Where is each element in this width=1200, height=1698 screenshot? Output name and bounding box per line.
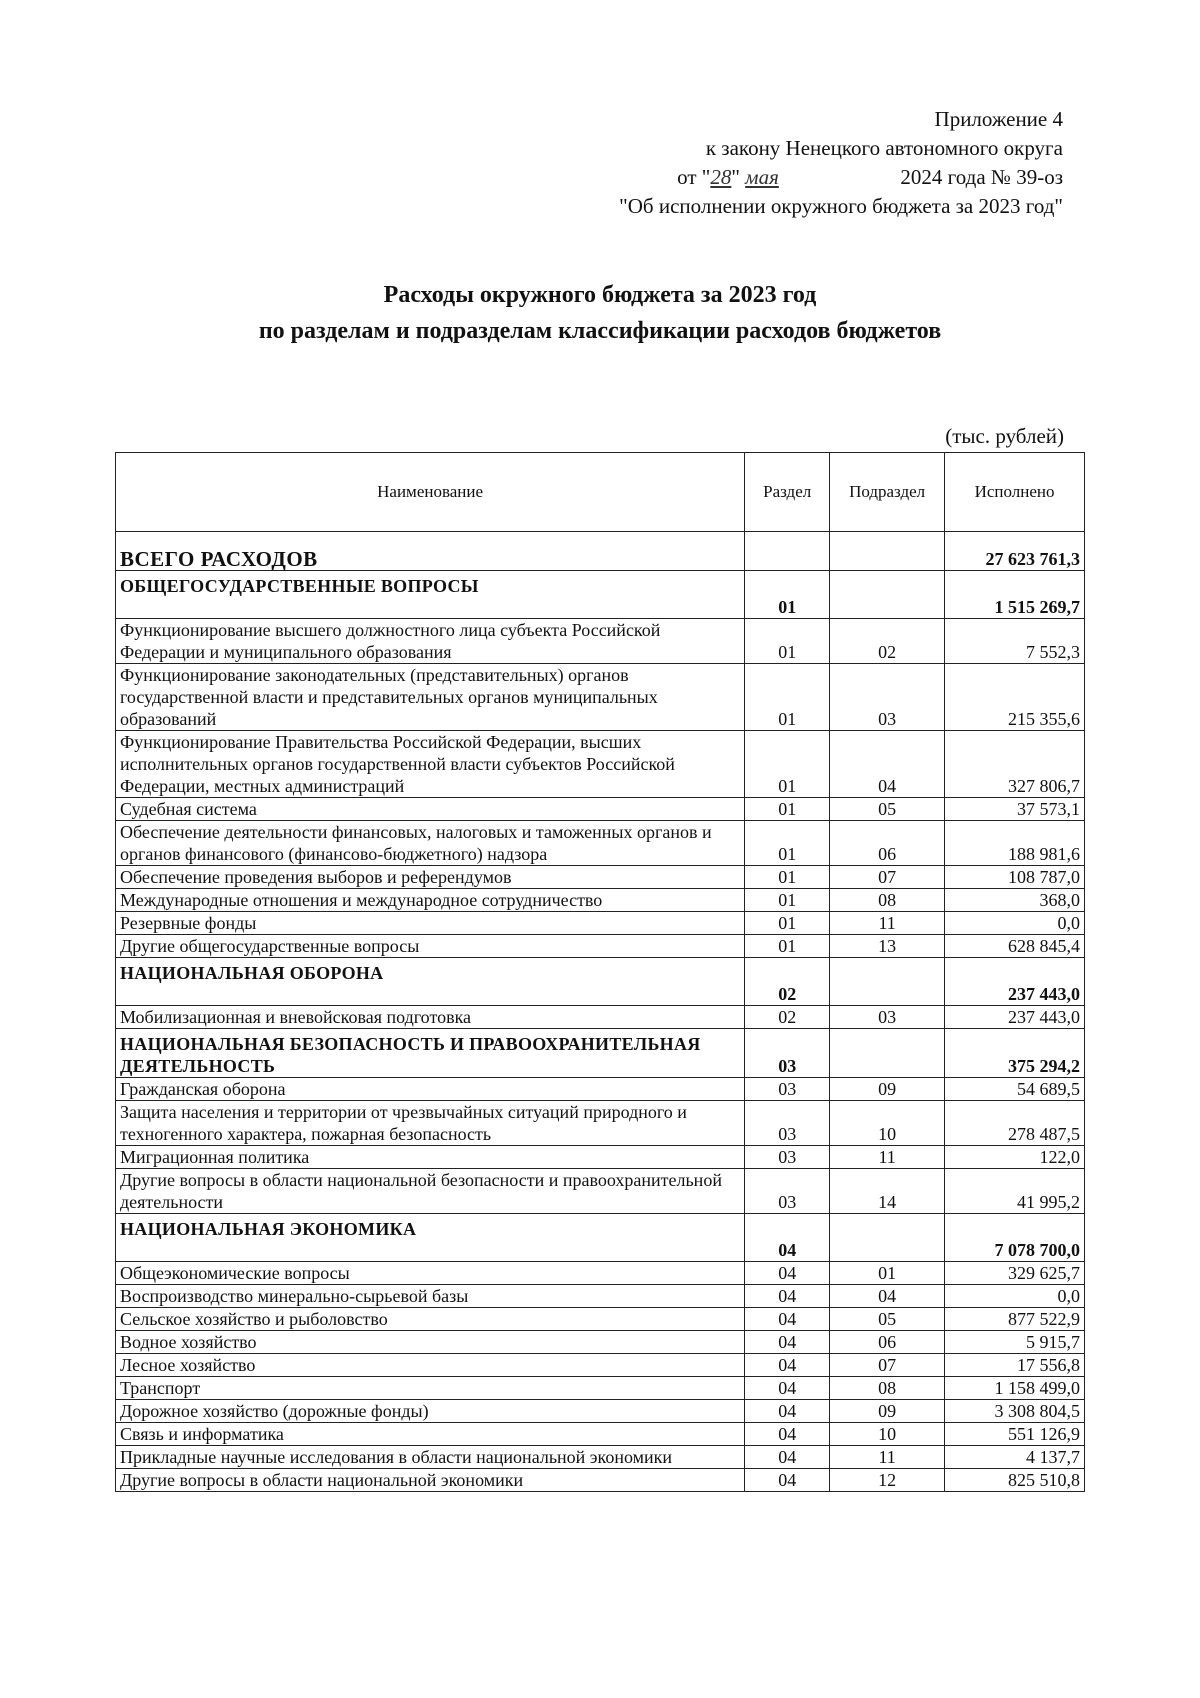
row-section: 01 <box>745 619 830 664</box>
row-amount: 0,0 <box>945 1285 1085 1308</box>
section-row <box>116 1029 1085 1078</box>
row-subsection: 10 <box>830 1423 945 1446</box>
row-name: Обеспечение проведения выборов и референдумов <box>116 866 745 889</box>
row-subsection: 05 <box>830 798 945 821</box>
row-section: 04 <box>745 1469 830 1492</box>
section-row <box>116 958 1085 1006</box>
row-section: 03 <box>745 1101 830 1146</box>
row-name: Функционирование Правительства Российской Федерации, высших исполнительных органов государственной власти субъектов Российской Федерации, местных администраций <box>116 731 745 798</box>
row-name: Другие вопросы в области национальной экономики <box>116 1469 745 1492</box>
row-name: Резервные фонды <box>116 912 745 935</box>
law-reference: к закону Ненецкого автономного округа <box>705 136 1063 160</box>
row-subsection: 08 <box>830 889 945 912</box>
row-name: Другие общегосударственные вопросы <box>116 935 745 958</box>
units-label: (тыс. рублей) <box>945 424 1064 448</box>
table-row <box>116 1354 1085 1377</box>
row-subsection: 11 <box>830 1146 945 1169</box>
table-row <box>116 1146 1085 1169</box>
row-subsection: 05 <box>830 1308 945 1331</box>
row-name: Гражданская оборона <box>116 1078 745 1101</box>
row-subsection: 08 <box>830 1377 945 1400</box>
row-section: 04 <box>745 1400 830 1423</box>
column-header-subsection: Подраздел <box>830 453 945 532</box>
row-name: НАЦИОНАЛЬНАЯ ОБОРОНА <box>116 958 745 1006</box>
handwritten-month: мая <box>745 165 779 189</box>
row-amount: 628 845,4 <box>945 935 1085 958</box>
row-name: Судебная система <box>116 798 745 821</box>
table-row <box>116 1169 1085 1214</box>
table-row <box>116 1101 1085 1146</box>
row-amount: 27 623 761,3 <box>945 532 1085 571</box>
row-section: 02 <box>745 958 830 1006</box>
row-name: Мобилизационная и вневойсковая подготовка <box>116 1006 745 1029</box>
row-section: 03 <box>745 1169 830 1214</box>
row-section: 04 <box>745 1214 830 1262</box>
row-subsection: 10 <box>830 1101 945 1146</box>
row-section: 01 <box>745 866 830 889</box>
row-subsection: 09 <box>830 1078 945 1101</box>
row-section: 04 <box>745 1285 830 1308</box>
table-row <box>116 889 1085 912</box>
row-amount: 1 515 269,7 <box>945 571 1085 619</box>
row-amount: 3 308 804,5 <box>945 1400 1085 1423</box>
title-line-1: Расходы окружного бюджета за 2023 год <box>383 282 817 308</box>
row-subsection: 02 <box>830 619 945 664</box>
row-subsection <box>830 1214 945 1262</box>
row-amount: 375 294,2 <box>945 1029 1085 1078</box>
table-row <box>116 912 1085 935</box>
row-name: Обеспечение деятельности финансовых, налоговых и таможенных органов и органов финансового (финансово-бюджетного) надзора <box>116 821 745 866</box>
row-subsection: 07 <box>830 1354 945 1377</box>
table-row <box>116 866 1085 889</box>
row-section: 03 <box>745 1078 830 1101</box>
row-name: Связь и информатика <box>116 1423 745 1446</box>
row-subsection <box>830 532 945 571</box>
row-subsection: 11 <box>830 912 945 935</box>
row-amount: 108 787,0 <box>945 866 1085 889</box>
table-row <box>116 1006 1085 1029</box>
table-row <box>116 1377 1085 1400</box>
row-amount: 877 522,9 <box>945 1308 1085 1331</box>
row-subsection: 09 <box>830 1400 945 1423</box>
row-subsection <box>830 571 945 619</box>
row-section: 04 <box>745 1377 830 1400</box>
table-row <box>116 1308 1085 1331</box>
document-header <box>619 105 1063 221</box>
table-row <box>116 798 1085 821</box>
page-title <box>0 277 1200 349</box>
row-name: Дорожное хозяйство (дорожные фонды) <box>116 1400 745 1423</box>
row-section: 04 <box>745 1446 830 1469</box>
row-subsection <box>830 1029 945 1078</box>
column-header-section: Раздел <box>745 453 830 532</box>
row-amount: 5 915,7 <box>945 1331 1085 1354</box>
row-name: ВСЕГО РАСХОДОВ <box>116 532 745 571</box>
budget-table <box>115 452 1085 1492</box>
law-title: "Об исполнении окружного бюджета за 2023 год" <box>619 194 1063 218</box>
row-amount: 4 137,7 <box>945 1446 1085 1469</box>
handwritten-day: 28 <box>710 165 732 189</box>
table-row <box>116 821 1085 866</box>
row-section: 04 <box>745 1262 830 1285</box>
row-section: 01 <box>745 821 830 866</box>
row-section: 01 <box>745 571 830 619</box>
row-subsection: 04 <box>830 1285 945 1308</box>
row-section: 01 <box>745 798 830 821</box>
title-line-2: по разделам и подразделам классификации расходов бюджетов <box>258 318 942 344</box>
row-section: 04 <box>745 1331 830 1354</box>
row-name: ОБЩЕГОСУДАРСТВЕННЫЕ ВОПРОСЫ <box>116 571 745 619</box>
table-row <box>116 935 1085 958</box>
row-section: 01 <box>745 912 830 935</box>
row-amount: 7 552,3 <box>945 619 1085 664</box>
date-mid: " <box>731 165 746 189</box>
row-amount: 188 981,6 <box>945 821 1085 866</box>
row-amount: 237 443,0 <box>945 958 1085 1006</box>
row-subsection: 12 <box>830 1469 945 1492</box>
table-row <box>116 1285 1085 1308</box>
row-amount: 37 573,1 <box>945 798 1085 821</box>
row-name: Водное хозяйство <box>116 1331 745 1354</box>
row-subsection: 07 <box>830 866 945 889</box>
row-amount: 368,0 <box>945 889 1085 912</box>
row-amount: 215 355,6 <box>945 664 1085 731</box>
row-name: Функционирование законодательных (представительных) органов государственной власти и представительных органов муниципальных образований <box>116 664 745 731</box>
row-subsection: 01 <box>830 1262 945 1285</box>
table-row <box>116 1078 1085 1101</box>
row-subsection: 14 <box>830 1169 945 1214</box>
row-section: 03 <box>745 1029 830 1078</box>
row-section: 01 <box>745 731 830 798</box>
table-row <box>116 1400 1085 1423</box>
row-section <box>745 532 830 571</box>
date-prefix: от " <box>677 165 711 189</box>
row-amount: 278 487,5 <box>945 1101 1085 1146</box>
row-section: 04 <box>745 1308 830 1331</box>
row-name: Общеэкономические вопросы <box>116 1262 745 1285</box>
row-section: 01 <box>745 889 830 912</box>
row-name: Транспорт <box>116 1377 745 1400</box>
table-row <box>116 731 1085 798</box>
table-row <box>116 1262 1085 1285</box>
table-row <box>116 1446 1085 1469</box>
table-row <box>116 664 1085 731</box>
row-name: Воспроизводство минерально-сырьевой базы <box>116 1285 745 1308</box>
row-subsection: 03 <box>830 1006 945 1029</box>
date-suffix: 2024 года № 39-оз <box>895 165 1063 189</box>
row-name: НАЦИОНАЛЬНАЯ БЕЗОПАСНОСТЬ И ПРАВООХРАНИТЕЛЬНАЯ ДЕЯТЕЛЬНОСТЬ <box>116 1029 745 1078</box>
row-name: Функционирование высшего должностного лица субъекта Российской Федерации и муниципального образования <box>116 619 745 664</box>
row-amount: 54 689,5 <box>945 1078 1085 1101</box>
row-name: Сельское хозяйство и рыболовство <box>116 1308 745 1331</box>
row-section: 02 <box>745 1006 830 1029</box>
row-name: Другие вопросы в области национальной безопасности и правоохранительной деятельности <box>116 1169 745 1214</box>
row-subsection: 11 <box>830 1446 945 1469</box>
row-name: Защита населения и территории от чрезвычайных ситуаций природного и техногенного характера, пожарная безопасность <box>116 1101 745 1146</box>
row-amount: 237 443,0 <box>945 1006 1085 1029</box>
column-header-name: Наименование <box>116 453 745 532</box>
row-amount: 329 625,7 <box>945 1262 1085 1285</box>
row-amount: 122,0 <box>945 1146 1085 1169</box>
row-section: 01 <box>745 664 830 731</box>
table-row <box>116 1469 1085 1492</box>
row-amount: 551 126,9 <box>945 1423 1085 1446</box>
row-name: Миграционная политика <box>116 1146 745 1169</box>
row-amount: 41 995,2 <box>945 1169 1085 1214</box>
table-body <box>116 532 1085 1492</box>
row-subsection: 04 <box>830 731 945 798</box>
row-subsection: 06 <box>830 821 945 866</box>
section-row <box>116 571 1085 619</box>
column-header-executed: Исполнено <box>945 453 1085 532</box>
row-subsection <box>830 958 945 1006</box>
row-name: Лесное хозяйство <box>116 1354 745 1377</box>
table-header-row <box>116 453 1085 532</box>
total-row <box>116 532 1085 571</box>
row-subsection: 03 <box>830 664 945 731</box>
row-section: 03 <box>745 1146 830 1169</box>
row-subsection: 13 <box>830 935 945 958</box>
row-name: НАЦИОНАЛЬНАЯ ЭКОНОМИКА <box>116 1214 745 1262</box>
row-amount: 0,0 <box>945 912 1085 935</box>
law-date-line <box>619 163 1063 192</box>
section-row <box>116 1214 1085 1262</box>
row-name: Международные отношения и международное сотрудничество <box>116 889 745 912</box>
row-amount: 1 158 499,0 <box>945 1377 1085 1400</box>
row-amount: 327 806,7 <box>945 731 1085 798</box>
table-row <box>116 619 1085 664</box>
table-row <box>116 1423 1085 1446</box>
table-row <box>116 1331 1085 1354</box>
row-amount: 825 510,8 <box>945 1469 1085 1492</box>
row-amount: 7 078 700,0 <box>945 1214 1085 1262</box>
appendix-label: Приложение 4 <box>934 107 1063 131</box>
row-section: 04 <box>745 1354 830 1377</box>
row-section: 01 <box>745 935 830 958</box>
row-amount: 17 556,8 <box>945 1354 1085 1377</box>
row-section: 04 <box>745 1423 830 1446</box>
row-subsection: 06 <box>830 1331 945 1354</box>
row-name: Прикладные научные исследования в области национальной экономики <box>116 1446 745 1469</box>
